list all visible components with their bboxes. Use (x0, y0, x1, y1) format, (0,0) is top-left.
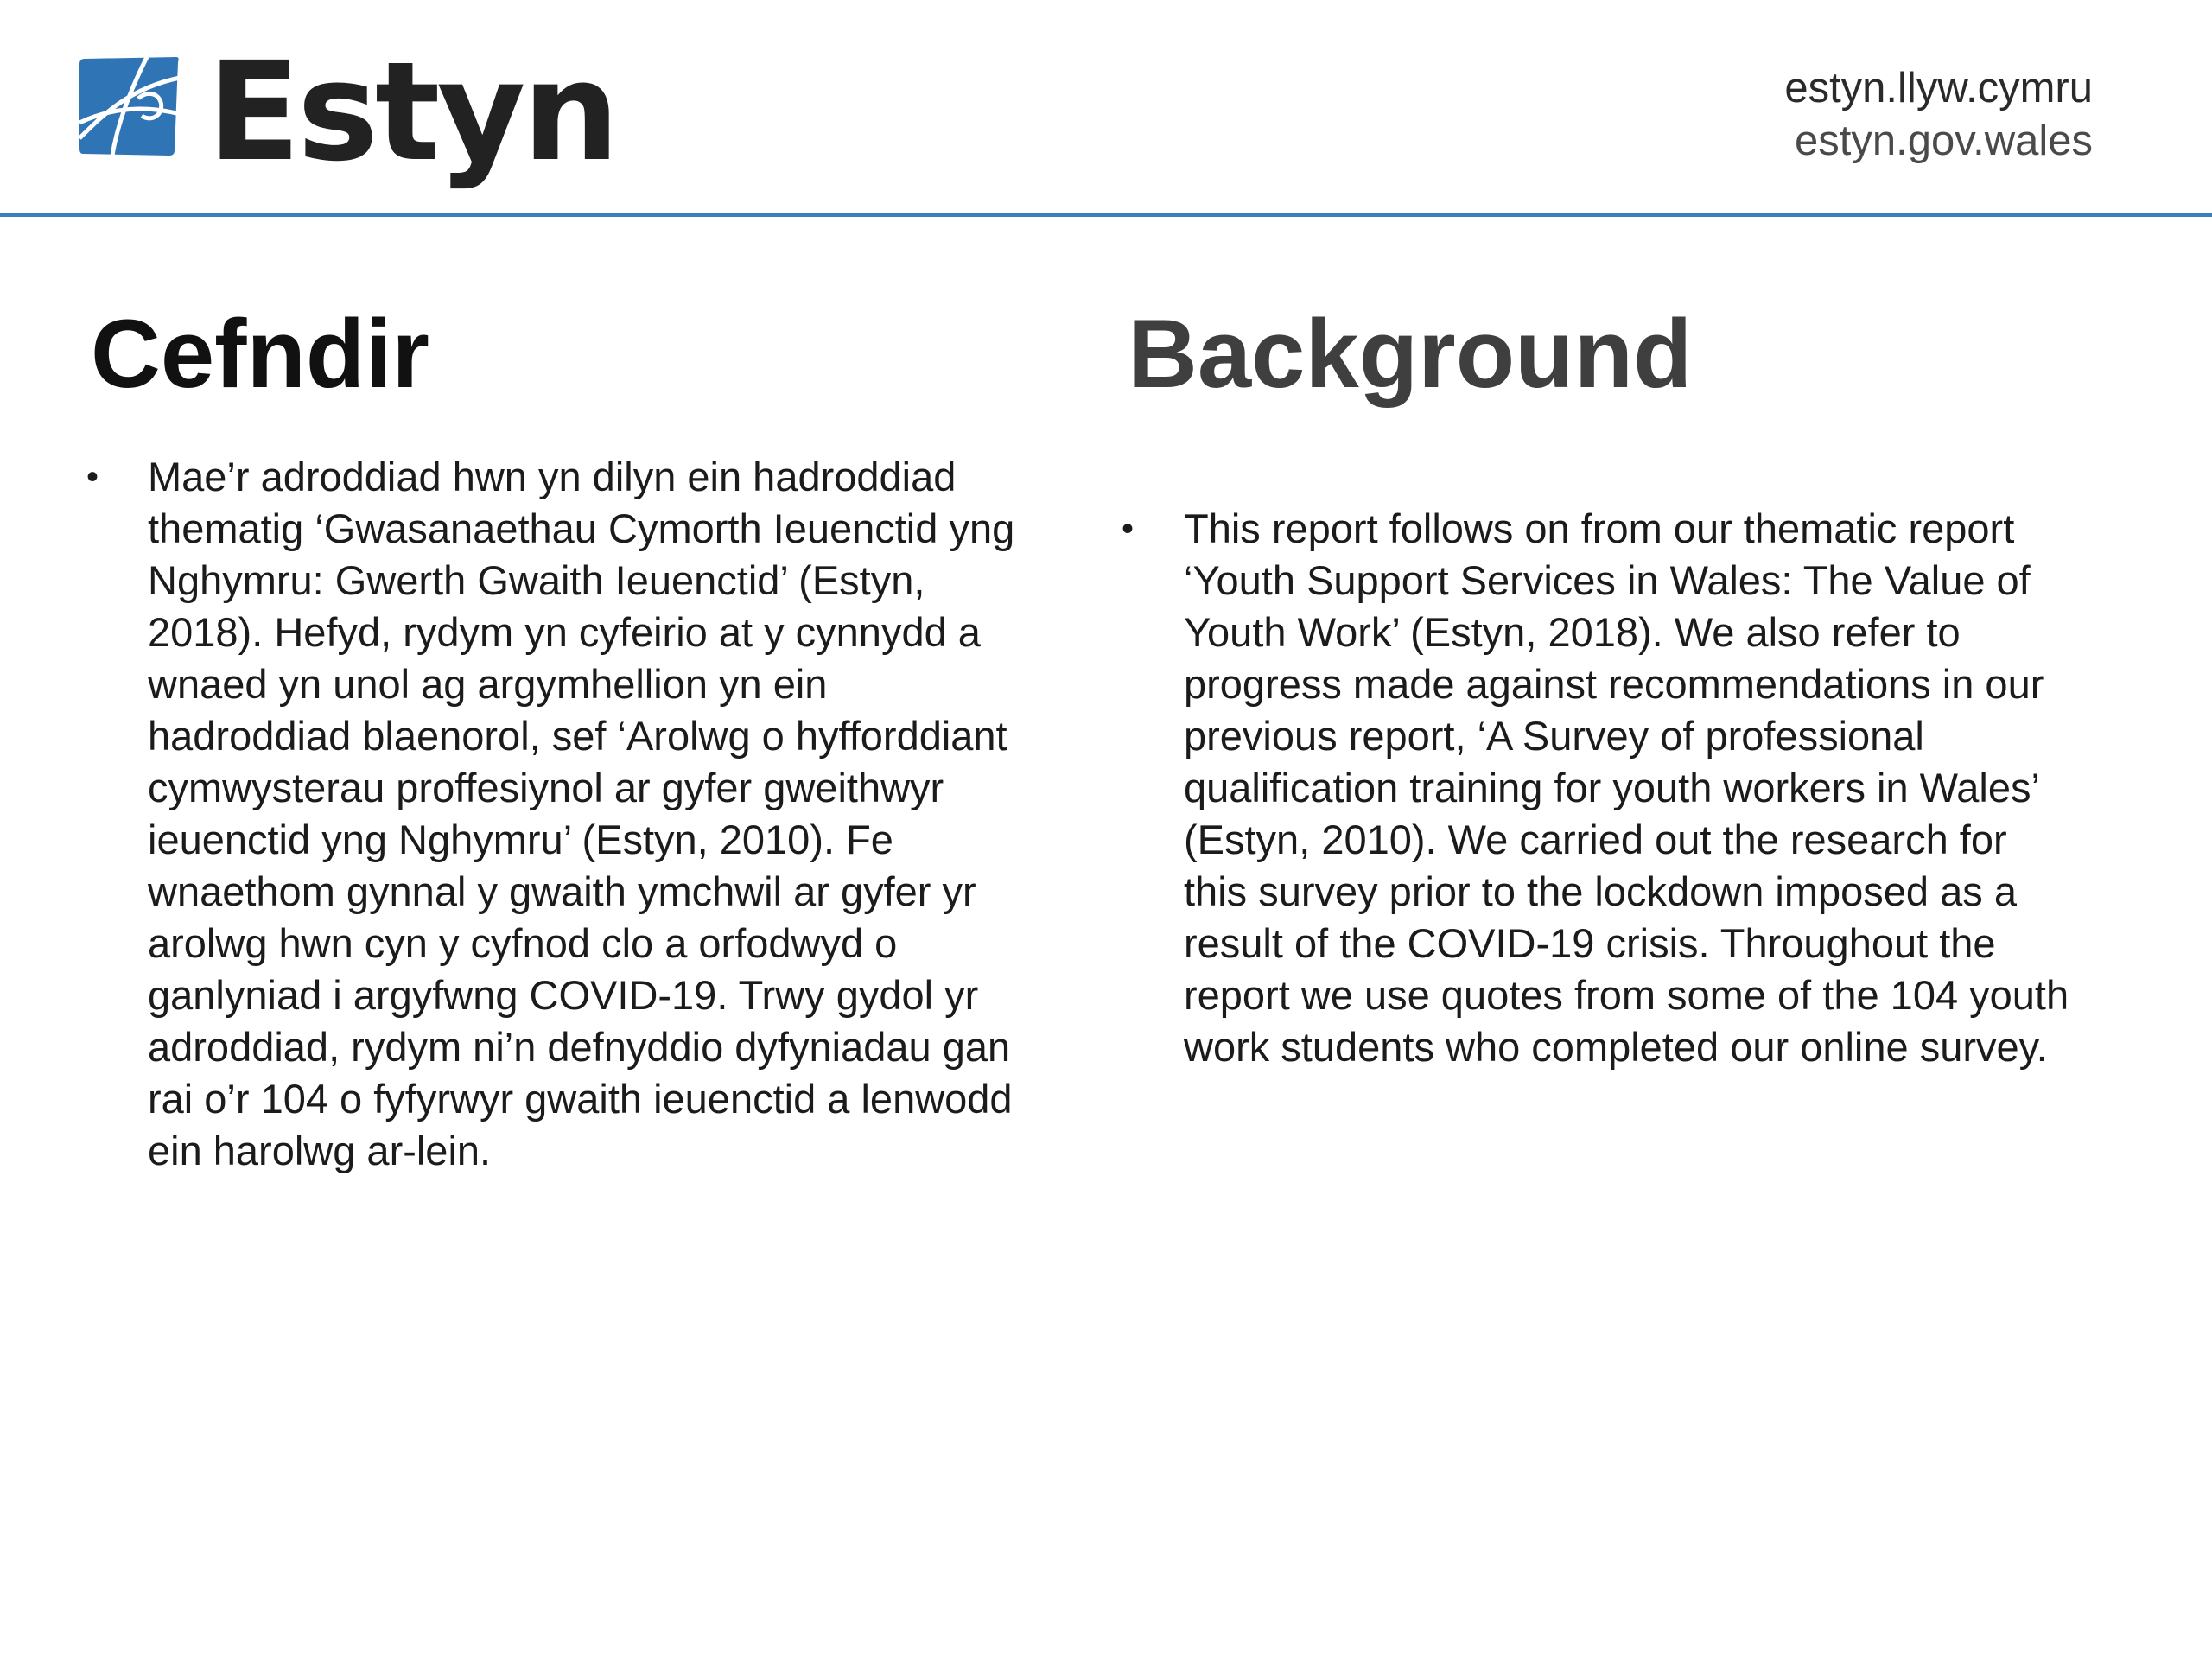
paragraph-line: qualification training for youth workers in Wales’ (1184, 765, 2040, 810)
welsh-bullet-item (86, 451, 1080, 1173)
paragraph-line: result of the COVID-19 crisis. Throughout the (1184, 920, 1996, 966)
paragraph-line: This report follows on from our thematic report (1184, 505, 2015, 551)
paragraph-line: work students who completed our online survey. (1184, 1024, 2048, 1070)
welsh-paragraph (148, 451, 1014, 1177)
paragraph-line: Nghymru: Gwerth Gwaith Ieuenctid’ (Estyn, (148, 557, 925, 603)
url-welsh[interactable]: estyn.llyw.cymru (1784, 65, 2093, 111)
header-divider (0, 213, 2212, 217)
paragraph-line: ein harolwg ar-lein. (148, 1128, 492, 1173)
url-english[interactable]: estyn.gov.wales (1795, 118, 2093, 164)
paragraph-line: thematig ‘Gwasanaethau Cymorth Ieuenctid yng (148, 505, 1015, 551)
heading-welsh: Cefndir (91, 300, 429, 408)
english-bullet-item (1122, 503, 2158, 1073)
bullet-point: • (1122, 510, 1135, 548)
paragraph-line: ieuenctid yng Nghymru’ (Estyn, 2010). Fe (148, 817, 893, 862)
paragraph-line: ‘Youth Support Services in Wales: The Value of (1184, 557, 2031, 603)
paragraph-line: Youth Work’ (Estyn, 2018). We also refer to (1184, 609, 1961, 655)
paragraph-line: wnaed yn unol ag argymhellion yn ein (148, 661, 828, 707)
paragraph-line: previous report, ‘A Survey of professional (1184, 713, 1924, 759)
paragraph-line: (Estyn, 2010). We carried out the research for (1184, 817, 2007, 862)
paragraph-line: cymwysterau proffesiynol ar gyfer gweithwyr (148, 765, 944, 810)
paragraph-line: arolwg hwn cyn y cyfnod clo a orfodwyd o (148, 920, 898, 966)
heading-english: Background (1128, 300, 1693, 408)
estyn-logo-icon (78, 54, 181, 157)
paragraph-line: report we use quotes from some of the 104 youth (1184, 972, 2069, 1018)
paragraph-line: rai o’r 104 o fyfyrwyr gwaith ieuenctid a lenwodd (148, 1076, 1013, 1122)
header-urls (1784, 62, 2093, 168)
paragraph-line: Mae’r adroddiad hwn yn dilyn ein hadroddiad (148, 454, 957, 499)
paragraph-line: wnaethom gynnal y gwaith ymchwil ar gyfer yr (148, 868, 976, 914)
paragraph-line: ganlyniad i argyfwng COVID-19. Trwy gydol yr (148, 972, 979, 1018)
english-paragraph (1184, 503, 2069, 1073)
paragraph-line: hadroddiad blaenorol, sef ‘Arolwg o hyfforddiant (148, 713, 1007, 759)
logo-wordmark: Estyn (207, 33, 616, 192)
paragraph-line: adroddiad, rydym ni’n defnyddio dyfyniadau gan (148, 1024, 1011, 1070)
paragraph-line: this survey prior to the lockdown imposed as a (1184, 868, 2017, 914)
page-header (0, 0, 2212, 216)
bullet-point: • (86, 458, 99, 496)
paragraph-line: 2018). Hefyd, rydym yn cyfeirio at y cynnydd a (148, 609, 981, 655)
paragraph-line: progress made against recommendations in our (1184, 661, 2044, 707)
